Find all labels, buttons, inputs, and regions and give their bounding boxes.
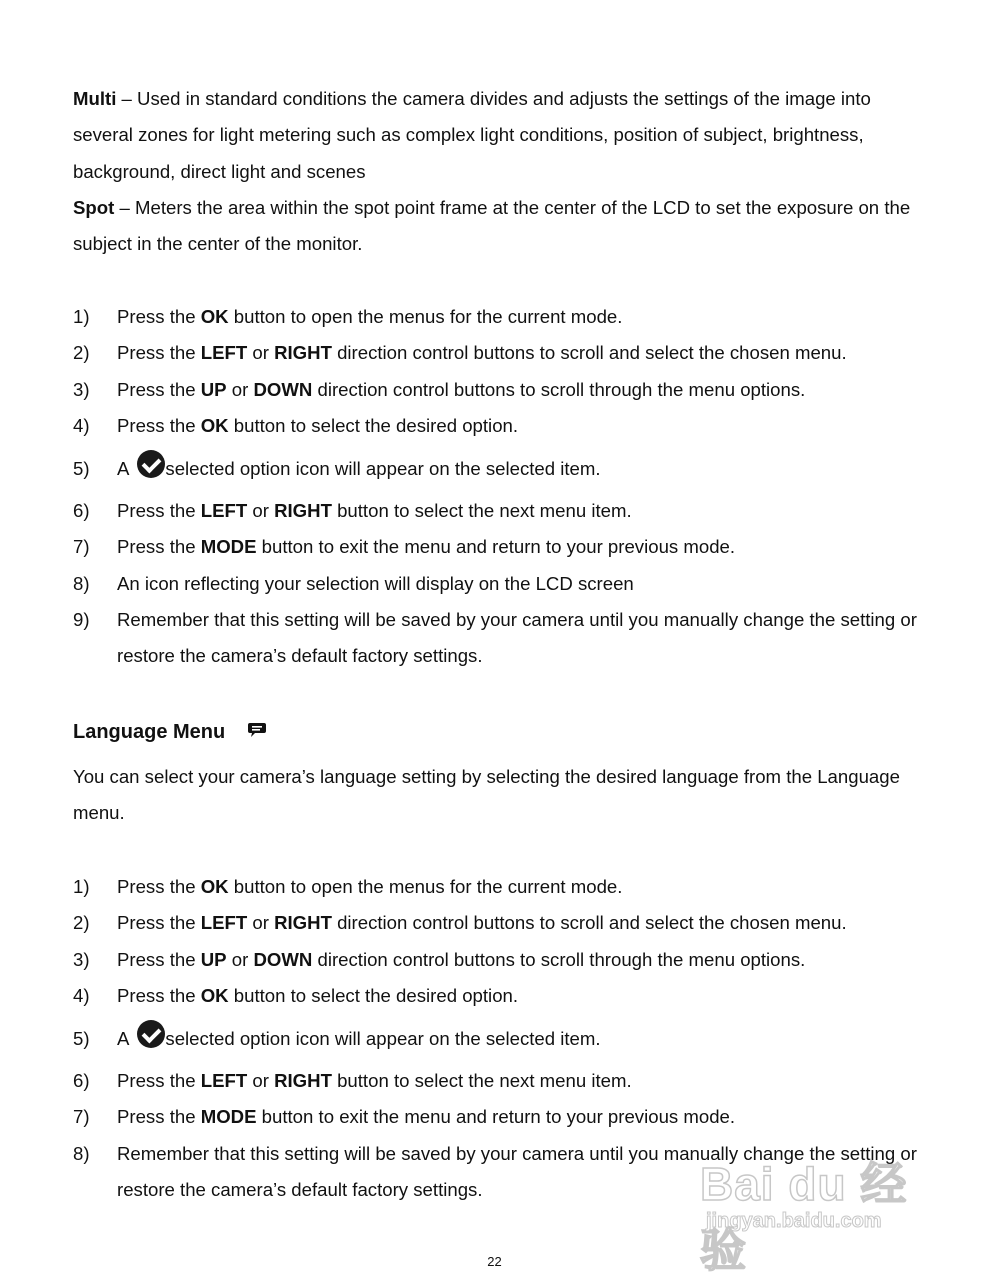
list-item: 1) Press the OK button to open the menus for the current mode.	[73, 306, 623, 327]
multi-description: – Used in standard conditions the camera divides and adjusts the settings of the image into several zones for light metering such as complex light conditions, position of subject, brightness, background, direct light and scenes	[73, 88, 871, 182]
baidu-watermark	[700, 1140, 940, 1276]
list-item: 2) Press the LEFT or RIGHT direction control buttons to scroll and select the chosen menu.	[73, 342, 847, 364]
list-item: 3) Press the UP or DOWN direction control buttons to scroll through the menu options.	[73, 948, 806, 970]
checkmark-icon	[137, 450, 165, 478]
list-item: 4) Press the OK button to select the desired option.	[73, 984, 519, 1006]
list-item: 6) Press the LEFT or RIGHT button to select the next menu item.	[73, 1070, 632, 1092]
list-item: 1) Press the OK button to open the menus for the current mode.	[73, 876, 623, 897]
language-menu-heading: Language Menu	[73, 721, 226, 743]
list-item: 5) A selected option icon will appear on the selected item.	[73, 1014, 933, 1063]
watermark-url: jingyan.baidu.com	[706, 1210, 882, 1232]
multi-paragraph	[73, 81, 933, 190]
list-item: 6) Press the LEFT or RIGHT button to select the next menu item.	[73, 500, 632, 522]
list-item: 9) Remember that this setting will be saved by your camera until you manually change the setting or restore the camera’s default factory settings.	[73, 609, 917, 667]
language-description: You can select your camera’s language setting by selecting the desired language from the Language menu.	[73, 766, 900, 824]
multi-term: Multi	[73, 88, 117, 109]
watermark-logo-text: Bai du 经验	[700, 1158, 908, 1276]
list-item: 7) Press the MODE button to exit the menu and return to your previous mode.	[73, 1106, 736, 1128]
list-item: 8) An icon reflecting your selection will display on the LCD screen	[73, 572, 634, 594]
spot-paragraph	[73, 190, 933, 263]
metering-steps-list	[73, 299, 933, 675]
list-item: 5) A selected option icon will appear on the selected item.	[73, 444, 933, 493]
spot-description: – Meters the area within the spot point frame at the center of the LCD to set the exposure on the subject in the center of the monitor.	[73, 197, 911, 255]
checkmark-icon	[137, 1020, 165, 1048]
list-item: 8) Remember that this setting will be saved by your camera until you manually change the setting or restore the camera’s default factory settings.	[73, 1142, 917, 1201]
speech-bubble-icon	[247, 722, 267, 738]
list-item: 7) Press the MODE button to exit the menu and return to your previous mode.	[73, 536, 736, 558]
page-number: 22	[487, 1254, 502, 1269]
list-item: 2) Press the LEFT or RIGHT direction control buttons to scroll and select the chosen menu.	[73, 912, 847, 934]
list-item: 4) Press the OK button to select the desired option.	[73, 414, 519, 436]
spot-term: Spot	[73, 197, 115, 218]
list-item: 3) Press the UP or DOWN direction control buttons to scroll through the menu options.	[73, 378, 806, 400]
